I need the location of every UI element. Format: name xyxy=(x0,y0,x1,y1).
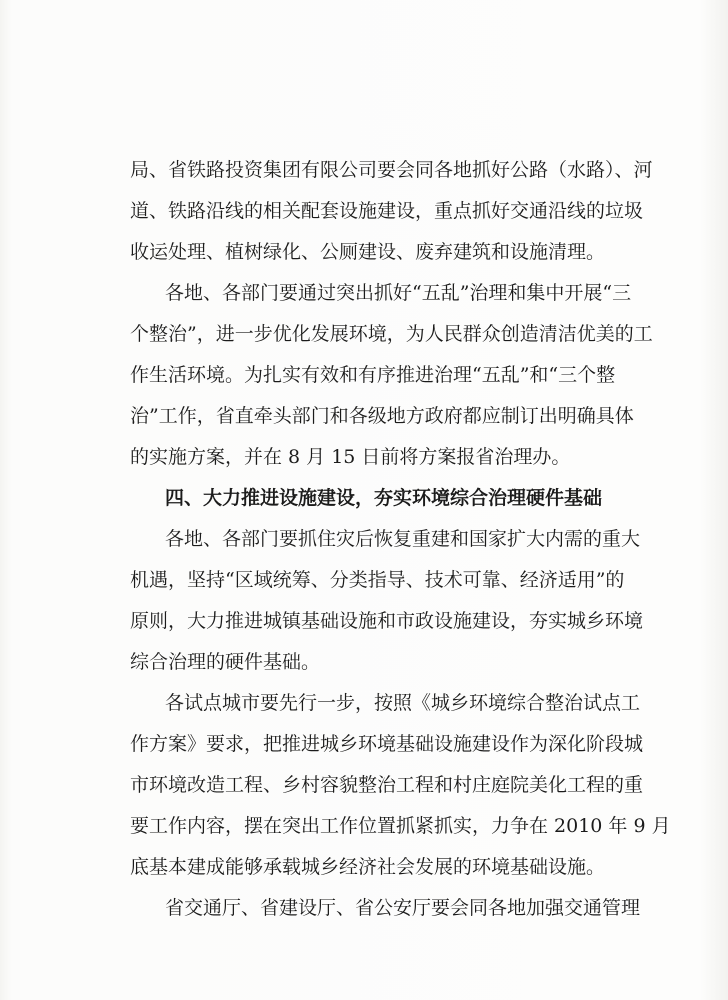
text-line: 综合治理的硬件基础。 xyxy=(130,651,321,673)
text-line: 原则，大力推进城镇基础设施和市政设施建设，夯实城乡环境 xyxy=(130,610,644,632)
text-line: 各试点城市要先行一步，按照《城乡环境综合整治试点工 xyxy=(165,692,641,714)
text-line: 底基本建成能够承载城乡经济社会发展的环境基础设施。 xyxy=(130,856,606,878)
text-line: 个整治”，进一步优化发展环境，为人民群众创造清洁优美的工 xyxy=(130,323,653,345)
text-line: 机遇，坚持“区域统筹、分类指导、技术可靠、经济适用”的 xyxy=(130,569,625,591)
text-line: 作方案》要求，把推进城乡环境基础设施建设作为深化阶段城 xyxy=(130,733,644,755)
text-line: 作生活环境。为扎实有效和有序推进治理“五乱”和“三个整 xyxy=(130,364,616,386)
section-heading: 四、大力推进设施建设，夯实环境综合治理硬件基础 xyxy=(165,487,603,509)
text-line: 治”工作，省直牵头部门和各级地方政府都应制订出明确具体 xyxy=(130,405,634,427)
text-line: 要工作内容，摆在突出工作位置抓紧抓实，力争在 2010 年 9 月 xyxy=(130,815,671,837)
text-line: 的实施方案，并在 8 月 15 日前将方案报省治理办。 xyxy=(130,446,571,468)
text-line: 局、省铁路投资集团有限公司要会同各地抓好公路（水路）、河 xyxy=(130,159,653,181)
text-line: 各地、各部门要抓住灾后恢复重建和国家扩大内需的重大 xyxy=(165,528,641,550)
text-line: 省交通厅、省建设厅、省公安厅要会同各地加强交通管理 xyxy=(165,897,641,919)
text-line: 市环境改造工程、乡村容貌整治工程和村庄庭院美化工程的重 xyxy=(130,774,644,796)
text-line: 各地、各部门要通过突出抓好“五乱”治理和集中开展“三 xyxy=(165,282,632,304)
text-line: 收运处理、植树绿化、公厕建设、废弃建筑和设施清理。 xyxy=(130,241,606,263)
text-line: 道、铁路沿线的相关配套设施建设，重点抓好交通沿线的垃圾 xyxy=(130,200,644,222)
